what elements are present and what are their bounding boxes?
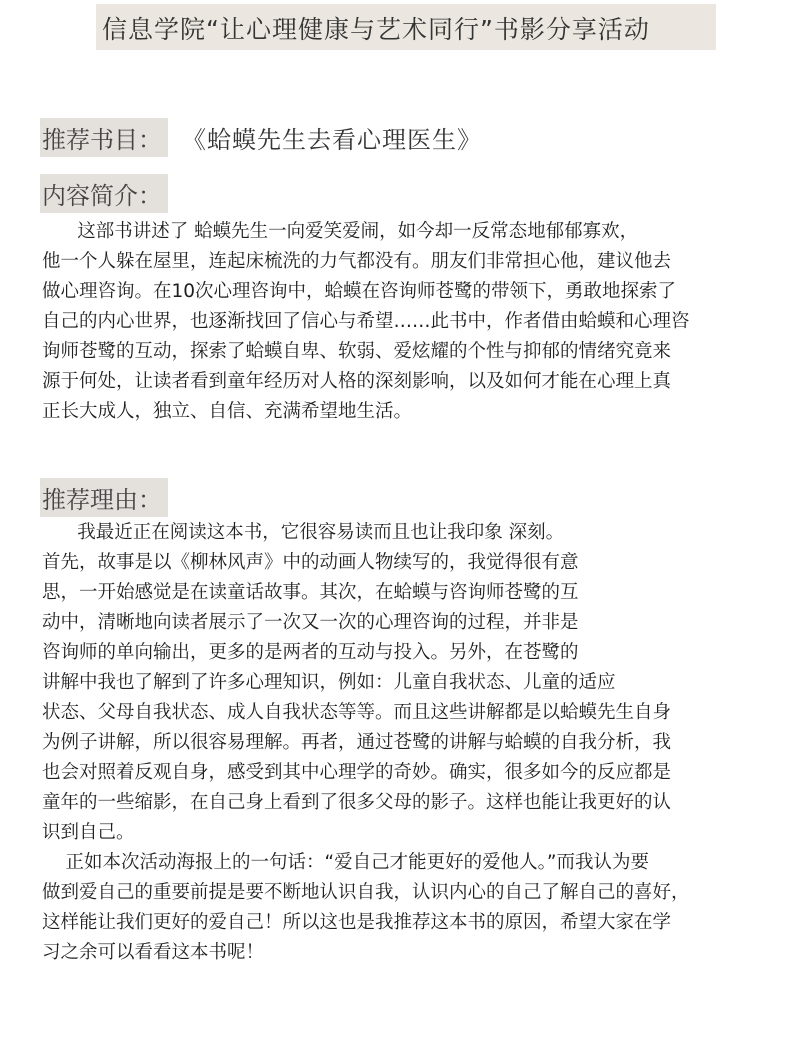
summary-line: 做心理咨询。在10次心理咨询中，蛤蟆在咨询师苍鹭的带领下，勇敢地探索了 bbox=[42, 281, 677, 302]
summary-line: 正长大成人，独立、自信、充满希望地生活。 bbox=[42, 401, 413, 422]
reason-line: 识到自己。 bbox=[42, 822, 135, 843]
summary-heading bbox=[40, 174, 168, 213]
page-title: 信息学院“让心理健康与艺术同行”书影分享活动 bbox=[102, 15, 650, 44]
reason-line: 状态、父母自我状态、成人自我状态等等。而且这些讲解都是以蛤蟆先生自身 bbox=[42, 702, 672, 723]
summary-line: 自己的内心世界，也逐渐找回了信心与希望……此书中，作者借由蛤蟆和心理咨 bbox=[42, 311, 690, 332]
reason-heading bbox=[40, 478, 168, 517]
summary-paragraph bbox=[42, 217, 764, 427]
summary-line: 源于何处，让读者看到童年经历对人格的深刻影响，以及如何才能在心理上真 bbox=[42, 371, 672, 392]
reason-line: 动中，清晰地向读者展示了一次又一次的心理咨询的过程，并非是 bbox=[42, 612, 579, 633]
summary-label: 内容简介： bbox=[40, 174, 168, 213]
reason-line: 为例子讲解，所以很容易理解。再者，通过苍鹭的讲解与蛤蟆的自我分析，我 bbox=[42, 732, 672, 753]
reason-line: 这样能让我们更好的爱自己！所以这也是我推荐这本书的原因，希望大家在学 bbox=[42, 912, 672, 933]
summary-line: 他一个人躲在屋里，连起床梳洗的力气都没有。朋友们非常担心他，建议他去 bbox=[42, 251, 672, 272]
reason-line: 童年的一些缩影，在自己身上看到了很多父母的影子。这样也能让我更好的认 bbox=[42, 792, 672, 813]
reason-label: 推荐理由： bbox=[40, 478, 168, 517]
reason-line: 咨询师的单向输出，更多的是两者的互动与投入。另外，在苍鹭的 bbox=[42, 642, 579, 663]
reason-line: 我最近正在阅读这本书，它很容易读而且也让我印象 深刻。 bbox=[42, 522, 565, 543]
reason-paragraph bbox=[42, 518, 764, 968]
reason-line: 习之余可以看看这本书呢！ bbox=[42, 942, 265, 963]
summary-line: 这部书讲述了 蛤蟆先生一向爱笑爱闹，如今却一反常态地郁郁寡欢， bbox=[42, 221, 639, 242]
reason-line: 思，一开始感觉是在读童话故事。其次，在蛤蟆与咨询师苍鹭的互 bbox=[42, 582, 579, 603]
recommended-book-label: 推荐书目： bbox=[40, 118, 168, 157]
book-title: 《蛤蟆先生去看心理医生》 bbox=[182, 126, 482, 154]
reason-line: 首先，故事是以《柳林风声》中的动画人物续写的，我觉得很有意 bbox=[42, 552, 579, 573]
reason-line: 讲解中我也了解到了许多心理知识，例如：儿童自我状态、儿童的适应 bbox=[42, 672, 616, 693]
reason-line: 也会对照着反观自身，感受到其中心理学的奇妙。确实，很多如今的反应都是 bbox=[42, 762, 672, 783]
summary-line: 询师苍鹭的互动，探索了蛤蟆自卑、软弱、爱炫耀的个性与抑郁的情绪究竟来 bbox=[42, 341, 672, 362]
recommended-book-heading bbox=[40, 118, 482, 157]
reason-line: 正如本次活动海报上的一句话：“爱自己才能更好的爱他人。”而我认为要 bbox=[42, 852, 649, 873]
reason-line: 做到爱自己的重要前提是要不断地认识自我，认识内心的自己了解自己的喜好， bbox=[42, 882, 690, 903]
